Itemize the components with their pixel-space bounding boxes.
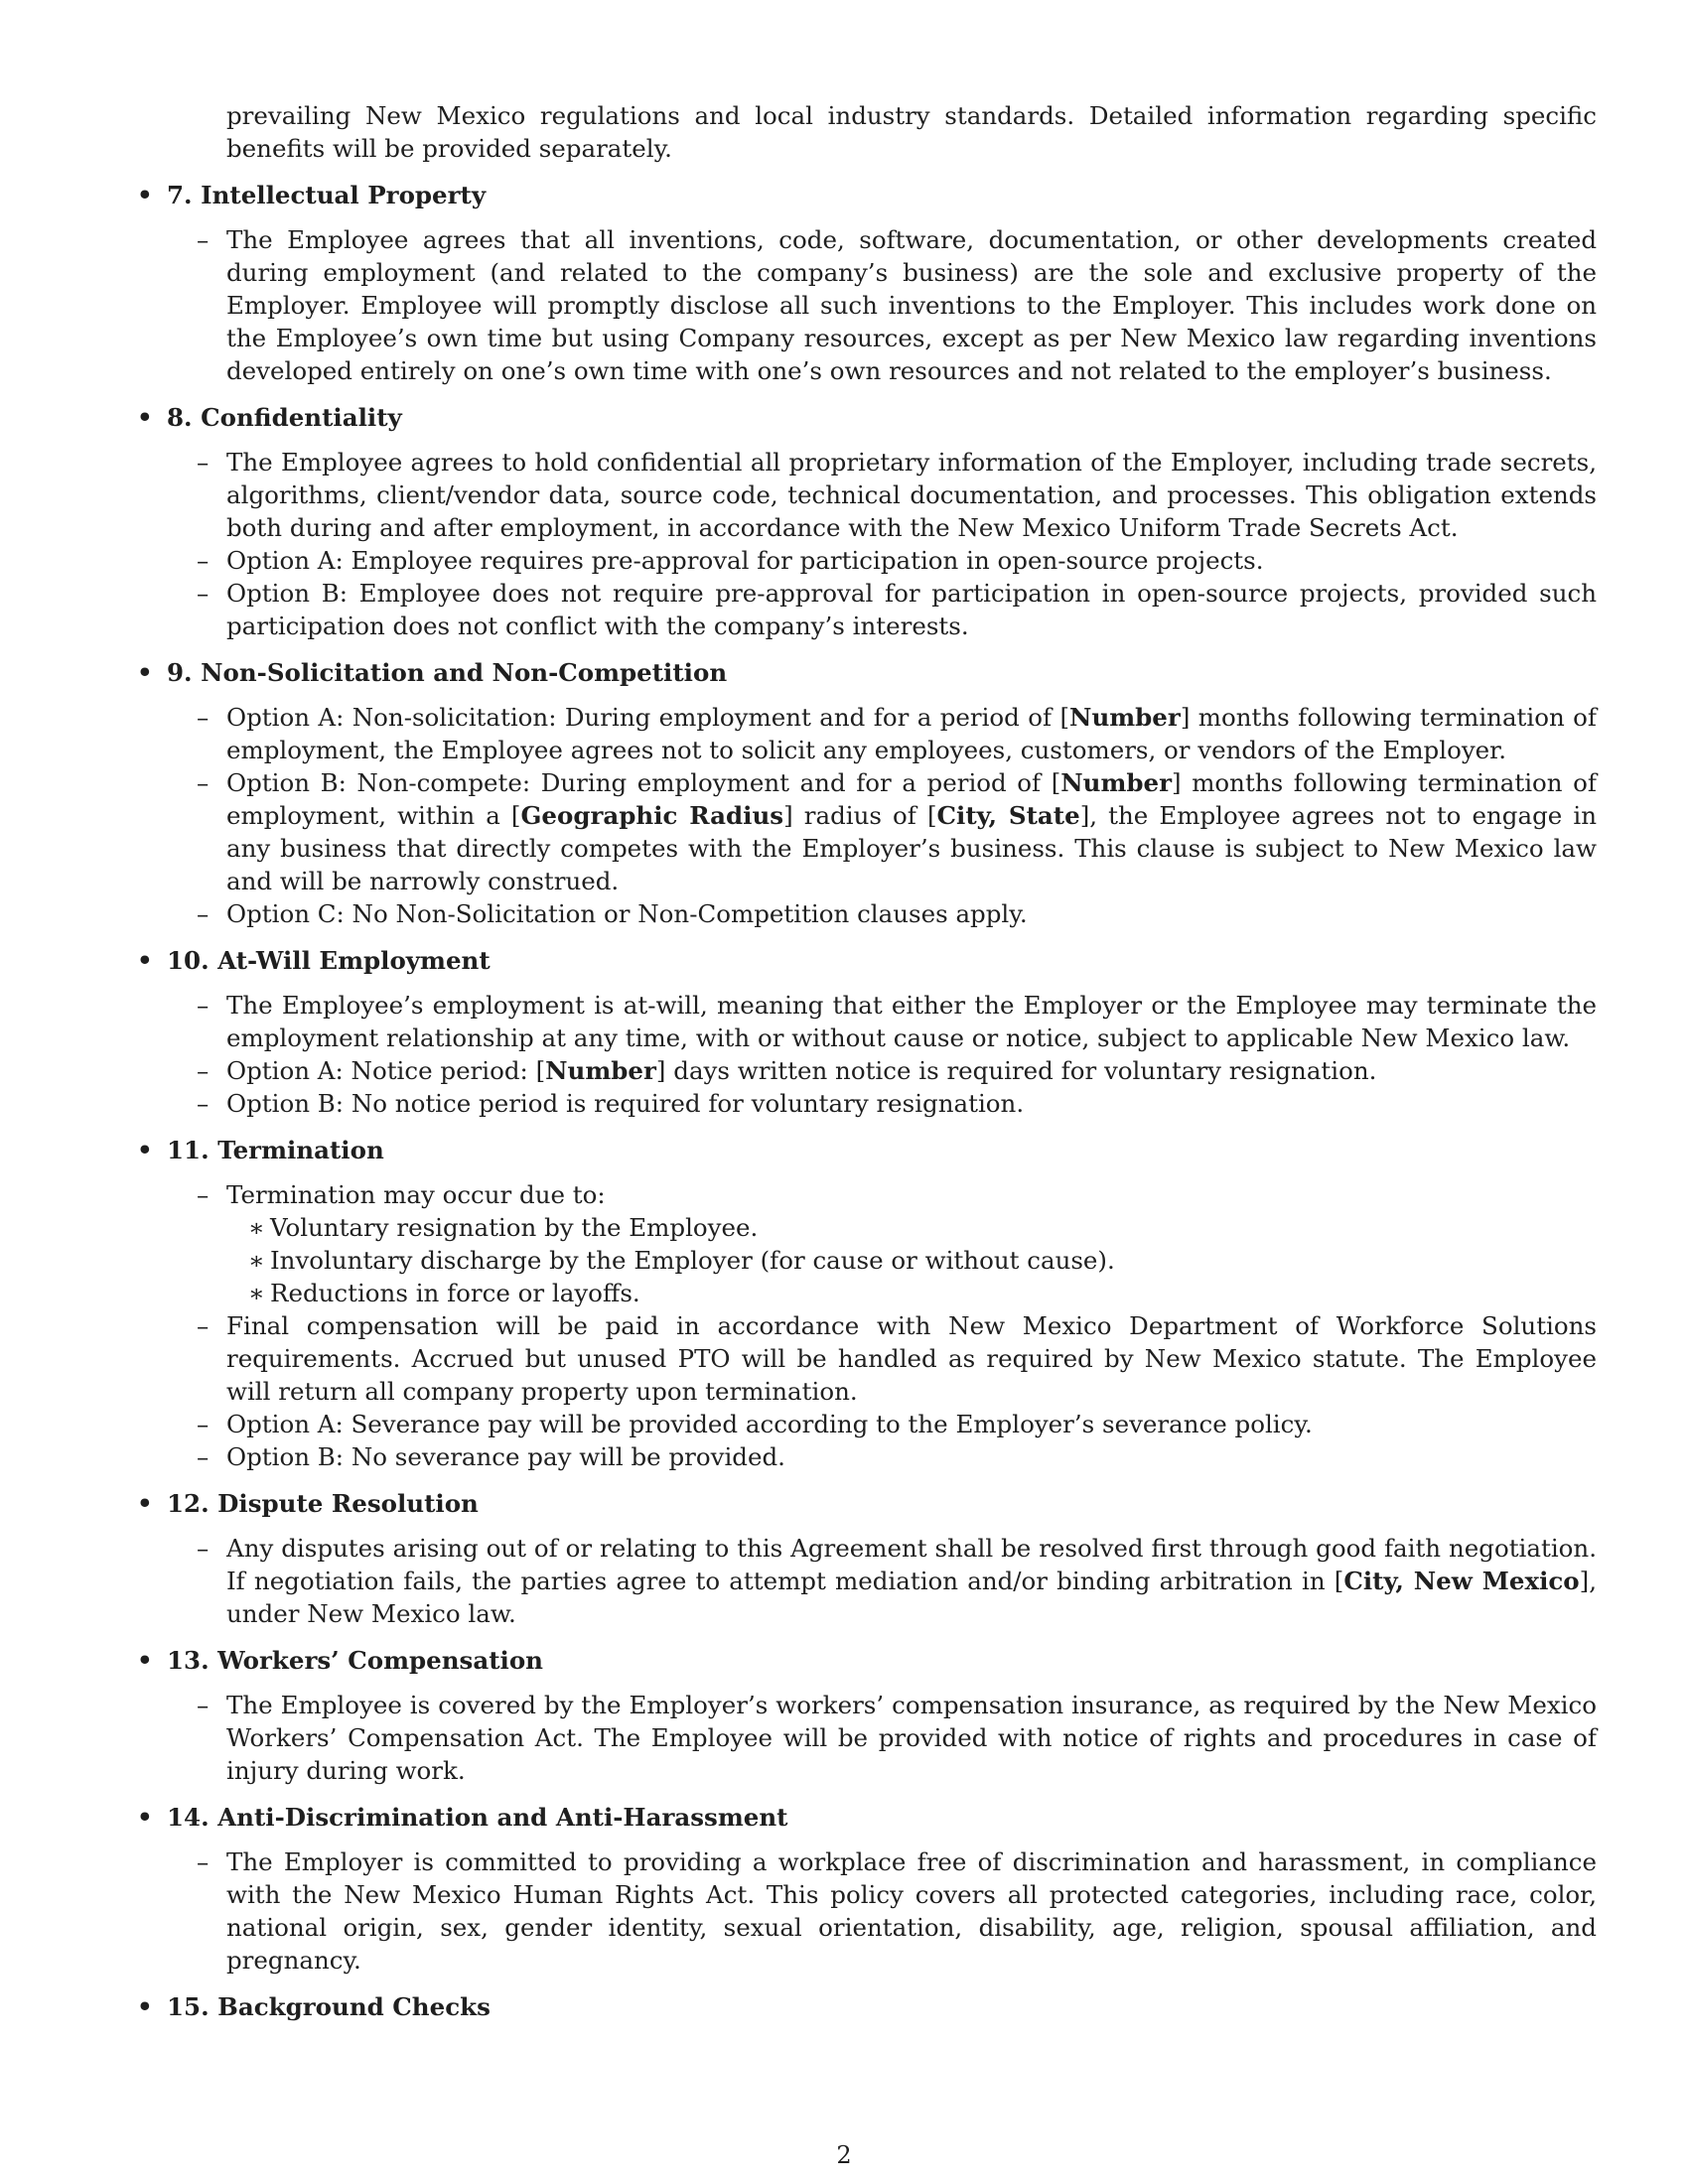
- section-heading: [131, 1990, 1597, 2023]
- text-run: ] months following termination of employment, within a [: [226, 768, 1597, 830]
- dash-icon: –: [197, 448, 210, 477]
- list-item-text: Option A: Severance pay will be provided according to the Employer’s severance policy.: [226, 1410, 1313, 1438]
- bullet-icon: •: [137, 1803, 153, 1832]
- section-heading: [131, 179, 1597, 211]
- list-item-text: Termination may occur due to:: [226, 1180, 606, 1209]
- document-content: [131, 99, 1597, 2035]
- placeholder-field: City, New Mexico: [1343, 1567, 1580, 1595]
- section-heading: [131, 1801, 1597, 1834]
- dash-icon: –: [197, 703, 210, 732]
- bullet-icon: •: [137, 946, 153, 975]
- section-heading: [131, 656, 1597, 689]
- section: [131, 401, 1597, 642]
- list-item: [197, 989, 1597, 1054]
- section: [131, 944, 1597, 1120]
- list-item: [197, 1054, 1597, 1087]
- list-item-text: Option B: No notice period is required for voluntary resignation.: [226, 1089, 1025, 1118]
- section-heading: [131, 1487, 1597, 1520]
- page-number: 2: [836, 2141, 852, 2169]
- sections-list: [131, 179, 1597, 2023]
- list-item-text: Final compensation will be paid in accordance with New Mexico Department of Workforce Solutions requirements. Accrued but unused PTO will be handled as required by New Mexico statute. The Employee will return all company property upon termination.: [226, 1311, 1597, 1406]
- section: [131, 1644, 1597, 1787]
- section-heading: [131, 1134, 1597, 1166]
- dash-icon: –: [197, 768, 210, 797]
- section: [131, 1134, 1597, 1473]
- placeholder-field: Number: [545, 1056, 656, 1085]
- placeholder-field: City, State: [936, 801, 1080, 830]
- placeholder-field: Number: [1069, 703, 1181, 732]
- bullet-icon: •: [137, 1489, 153, 1518]
- sub-list-item: [248, 1211, 1597, 1244]
- placeholder-field: Geographic Radius: [520, 801, 784, 830]
- text-run: ], the Employee agrees not to engage in any business that directly competes with the Employer’s business. This clause is subject to New Mexico law and will be narrowly construed.: [226, 801, 1597, 895]
- dash-icon: –: [197, 991, 210, 1020]
- list-item-text: [226, 701, 1597, 766]
- list-item-text: [226, 766, 1597, 897]
- list-item-text: [226, 1532, 1597, 1630]
- dash-icon: –: [197, 1442, 210, 1471]
- text-run: Option A: Notice period: [: [226, 1056, 546, 1085]
- list-item: [197, 223, 1597, 387]
- sub-list-item: [248, 1277, 1597, 1309]
- list-item: [197, 897, 1597, 930]
- asterisk-icon: ∗: [248, 1279, 265, 1307]
- bullet-icon: •: [137, 658, 153, 687]
- list-item: [197, 1178, 1597, 1211]
- asterisk-icon: ∗: [248, 1246, 265, 1275]
- sub-list-item: [248, 1244, 1597, 1277]
- list-item-text: The Employee’s employment is at-will, meaning that either the Employer or the Employee may terminate the employment relationship at any time, with or without cause or notice, subject to applicable New Mexico law.: [226, 991, 1597, 1052]
- sub-list-item-text: Voluntary resignation by the Employee.: [270, 1213, 759, 1242]
- section-title: 14. Anti-Discrimination and Anti-Harassment: [167, 1803, 788, 1832]
- list-item: [197, 1440, 1597, 1473]
- list-item: [197, 701, 1597, 766]
- text-run: Option A: Non-solicitation: During employment and for a period of [: [226, 703, 1070, 732]
- section-title: 10. At-Will Employment: [167, 946, 491, 975]
- sub-list-item-text: Involuntary discharge by the Employer (for cause or without cause).: [270, 1246, 1115, 1275]
- sub-list-item-text: Reductions in force or layoffs.: [270, 1279, 640, 1307]
- list-item: [197, 766, 1597, 897]
- list-item: [197, 1087, 1597, 1120]
- section-title: 11. Termination: [167, 1136, 384, 1164]
- list-item: [197, 1408, 1597, 1440]
- continuation-paragraph: prevailing New Mexico regulations and local industry standards. Detailed information regarding specific benefits will be provided separately.: [226, 101, 1597, 163]
- list-item: [197, 446, 1597, 544]
- dash-icon: –: [197, 1534, 210, 1563]
- bullet-icon: •: [137, 1992, 153, 2021]
- list-item-text: The Employee agrees to hold confidential all proprietary information of the Employer, including trade secrets, algorithms, client/vendor data, source code, technical documentation, and processes. This obligation extends both during and after employment, in accordance with the New Mexico Uniform Trade Secrets Act.: [226, 448, 1597, 542]
- list-item-text: [226, 1054, 1597, 1087]
- list-item: [197, 544, 1597, 577]
- section-title: 12. Dispute Resolution: [167, 1489, 479, 1518]
- section-heading: [131, 1644, 1597, 1677]
- text-run: ], under New Mexico law.: [226, 1567, 1597, 1628]
- dash-icon: –: [197, 579, 210, 608]
- text-run: Option B: Non-compete: During employment and for a period of [: [226, 768, 1061, 797]
- dash-icon: –: [197, 1056, 210, 1085]
- dash-icon: –: [197, 1311, 210, 1340]
- list-item-text: The Employee is covered by the Employer’s workers’ compensation insurance, as required by the New Mexico Workers’ Compensation Act. The Employee will be provided with notice of rights and procedures in case of injury during work.: [226, 1691, 1597, 1785]
- section-title: 15. Background Checks: [167, 1992, 491, 2021]
- text-run: ] days written notice is required for voluntary resignation.: [655, 1056, 1377, 1085]
- list-item: [197, 1532, 1597, 1630]
- list-item: [197, 1309, 1597, 1408]
- list-item-text: The Employee agrees that all inventions, code, software, documentation, or other developments created during employment (and related to the company’s business) are the sole and exclusive property of the Employer. Employee will promptly disclose all such inventions to the Employer. This includes work done on the Employee’s own time but using Company resources, except as per New Mexico law regarding inventions developed entirely on one’s own time with one’s own resources and not related to the employer’s business.: [226, 225, 1597, 385]
- list-item: [197, 1845, 1597, 1977]
- placeholder-field: Number: [1060, 768, 1173, 797]
- section: [131, 656, 1597, 930]
- dash-icon: –: [197, 899, 210, 928]
- section-title: 7. Intellectual Property: [167, 181, 487, 209]
- dash-icon: –: [197, 225, 210, 254]
- dash-icon: –: [197, 1847, 210, 1876]
- text-run: ] radius of [: [783, 801, 937, 830]
- section-title: 9. Non-Solicitation and Non-Competition: [167, 658, 728, 687]
- dash-icon: –: [197, 1180, 210, 1209]
- dash-icon: –: [197, 1410, 210, 1438]
- section: [131, 1487, 1597, 1630]
- section-heading: [131, 401, 1597, 434]
- dash-icon: –: [197, 546, 210, 575]
- section-title: 13. Workers’ Compensation: [167, 1646, 543, 1675]
- list-item-text: The Employer is committed to providing a workplace free of discrimination and harassment, in compliance with the New Mexico Human Rights Act. This policy covers all protected categories, including race, color, national origin, sex, gender identity, sexual orientation, disability, age, religion, spousal affiliation, and pregnancy.: [226, 1847, 1597, 1975]
- section-heading: [131, 944, 1597, 977]
- list-item-text: Option A: Employee requires pre-approval for participation in open-source projects.: [226, 546, 1264, 575]
- bullet-icon: •: [137, 403, 153, 432]
- text-run: ] months following termination of employment, the Employee agrees not to solicit any employees, customers, or vendors of the Employer.: [226, 703, 1597, 764]
- bullet-icon: •: [137, 1136, 153, 1164]
- text-run: Any disputes arising out of or relating to this Agreement shall be resolved first through good faith negotiation. If negotiation fails, the parties agree to attempt mediation and/or binding arbitration in [: [226, 1534, 1597, 1595]
- dash-icon: –: [197, 1691, 210, 1719]
- dash-icon: –: [197, 1089, 210, 1118]
- asterisk-icon: ∗: [248, 1213, 265, 1242]
- section: [131, 179, 1597, 387]
- list-item-text: Option C: No Non-Solicitation or Non-Competition clauses apply.: [226, 899, 1028, 928]
- list-item-text: Option B: Employee does not require pre-approval for participation in open-source projects, provided such participation does not conflict with the company’s interests.: [226, 579, 1597, 640]
- bullet-icon: •: [137, 1646, 153, 1675]
- section: [131, 1801, 1597, 1977]
- section-title: 8. Confidentiality: [167, 403, 402, 432]
- list-item: [197, 577, 1597, 642]
- list-item: [197, 1689, 1597, 1787]
- section: [131, 1990, 1597, 2023]
- bullet-icon: •: [137, 181, 153, 209]
- list-item-text: Option B: No severance pay will be provided.: [226, 1442, 785, 1471]
